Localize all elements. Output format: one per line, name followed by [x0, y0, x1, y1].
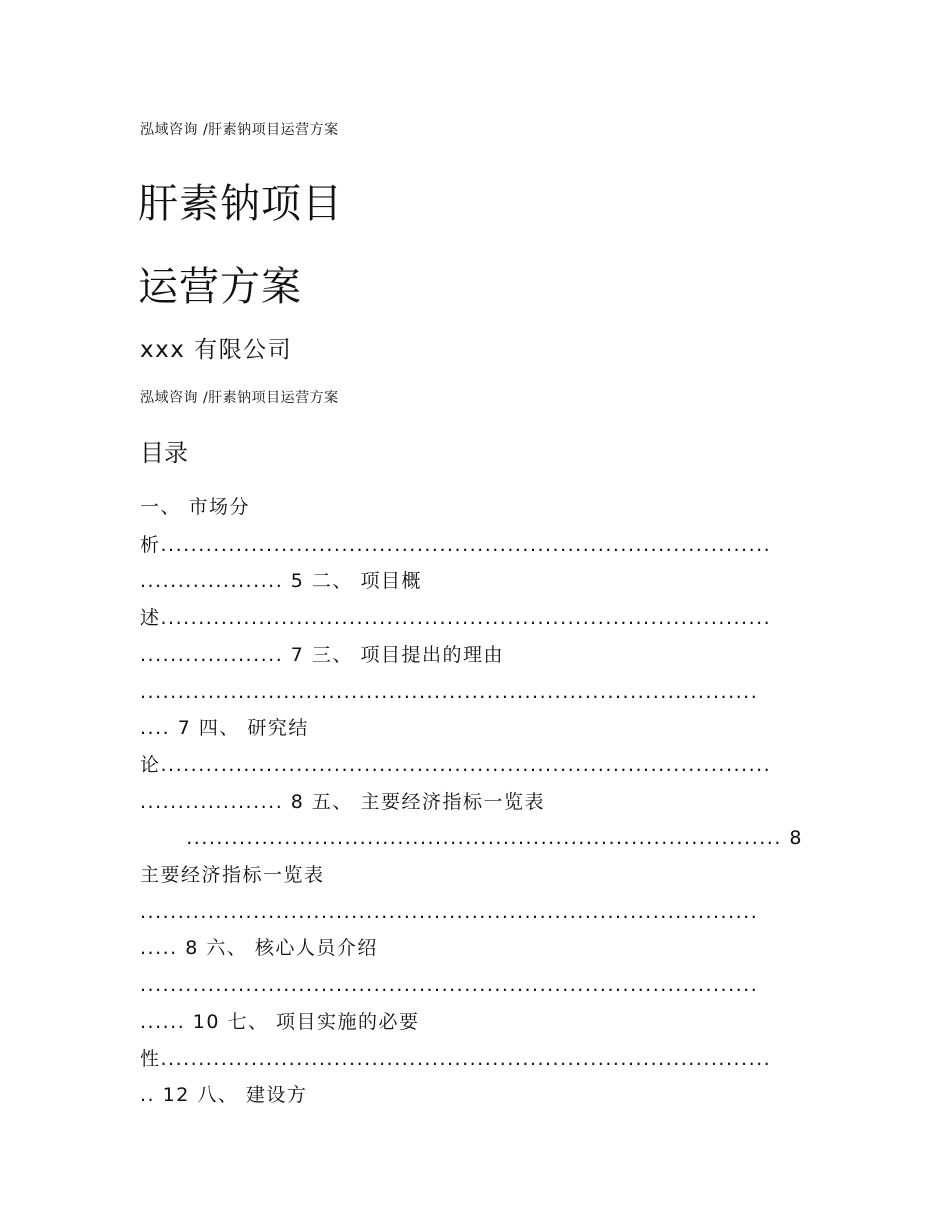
- toc-line: 主要经济指标一览表: [140, 864, 325, 886]
- toc-line: ...... 10 七、 项目实施的必要: [140, 1011, 420, 1033]
- toc-heading: 目录: [140, 439, 188, 467]
- toc-line: ................... 7 三、 项目提出的理由: [140, 644, 504, 666]
- company-name: xxx 有限公司: [140, 337, 293, 363]
- toc-line: .... 7 四、 研究结: [140, 717, 309, 739]
- header-breadcrumb-repeat: 泓域咨询 /肝素钠项目运营方案: [140, 390, 339, 406]
- toc-line: 论.................................................................................: [140, 754, 772, 776]
- toc-line: ..... 8 六、 核心人员介绍: [140, 937, 378, 959]
- toc-line: 析.................................................................................: [140, 534, 772, 556]
- toc-line: ..................................................................................: [140, 901, 759, 923]
- toc-line: 一、 市场分: [140, 496, 251, 518]
- toc-line: ..................................................................................: [140, 681, 759, 703]
- document-title-line-2: 运营方案: [138, 264, 302, 310]
- toc-line: ..................................................................................: [140, 974, 759, 996]
- toc-line: 述.................................................................................: [140, 607, 772, 629]
- document-title-line-1: 肝素钠项目: [138, 181, 343, 227]
- toc-line: ............................................................................... 8: [186, 827, 803, 849]
- toc-line: ................... 8 五、 主要经济指标一览表: [140, 791, 545, 813]
- toc-line: ................... 5 二、 项目概: [140, 570, 422, 592]
- toc-line: 性.................................................................................: [140, 1048, 772, 1070]
- header-breadcrumb: 泓域咨询 /肝素钠项目运营方案: [140, 122, 339, 138]
- toc-line: .. 12 八、 建设方: [140, 1084, 308, 1106]
